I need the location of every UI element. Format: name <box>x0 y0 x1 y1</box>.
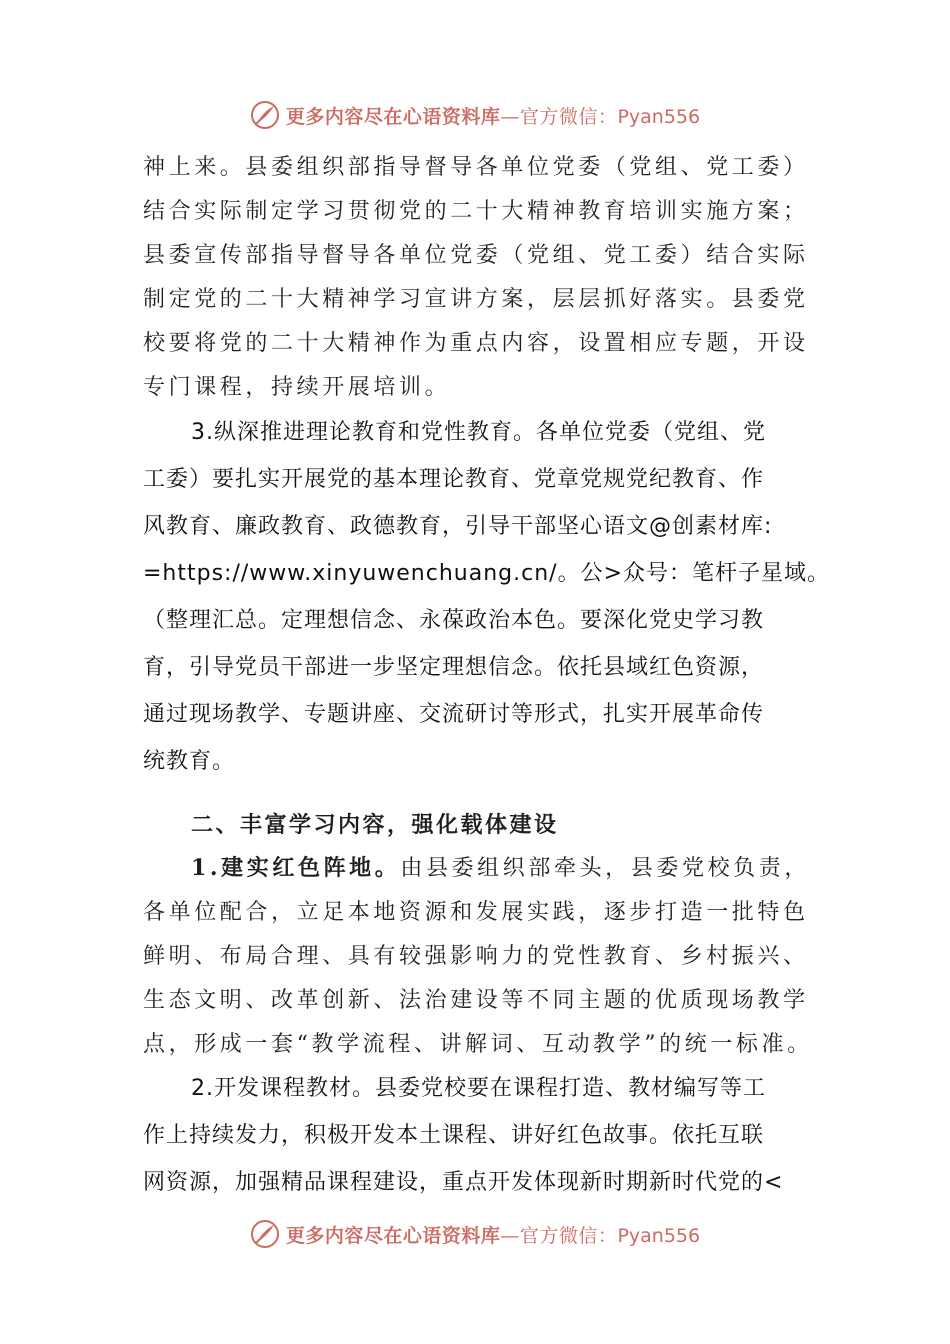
paragraph-line: =https://www.xinyuwenchuang.cn/。公>众号：笔杆子星域。 <box>143 561 831 586</box>
paragraph-line-rest: 由县委组织部牵头，县委党校负责， <box>400 856 810 881</box>
footer-watermark <box>0 1214 950 1254</box>
paragraph-line: 各单位配合，立足本地资源和发展实践，逐步打造一批特色 <box>143 900 809 925</box>
paragraph-line: 神上来。县委组织部指导督导各单位党委（党组、党工委） <box>143 155 809 180</box>
paragraph-line: 风教育、廉政教育、政德教育，引导干部坚心语文@创素材库: <box>143 514 773 539</box>
paragraph-line <box>191 851 823 882</box>
paragraph-line: 生态文明、改革创新、法治建设等不同主题的优质现场教学 <box>143 988 809 1013</box>
header-watermark-separator: — <box>500 105 520 128</box>
header-watermark <box>0 95 950 135</box>
footer-watermark-brand: 更多内容尽在心语资料库 <box>285 1224 501 1247</box>
paragraph-line: 专门课程，持续开展培训。 <box>143 375 451 400</box>
paragraph-line: 通过现场教学、专题讲座、交流研讨等形式，扎实开展革命传 <box>143 702 765 727</box>
header-watermark-label: 官方微信： <box>519 105 618 128</box>
feather-pen-logo-icon <box>250 100 280 130</box>
paragraph-line: 3.纵深推进理论教育和党性教育。各单位党委（党组、党 <box>191 420 766 445</box>
paragraph-line: 统教育。 <box>143 749 236 774</box>
footer-watermark-id: Pyan556 <box>617 1224 701 1247</box>
paragraph-line: 育，引导党员干部进一步坚定理想信念。依托县域红色资源， <box>143 655 765 680</box>
footer-watermark-separator: — <box>500 1224 520 1247</box>
paragraph-line: 县委宣传部指导督导各单位党委（党组、党工委）结合实际 <box>143 243 809 268</box>
paragraph-line: 点，形成一套“教学流程、讲解词、互动教学”的统一标准。 <box>143 1032 813 1057</box>
paragraph-line: 网资源，加强精品课程建设，重点开发体现新时期新时代党的< <box>143 1170 784 1195</box>
paragraph-line: 2.开发课程教材。县委党校要在课程打造、教材编写等工 <box>191 1076 766 1101</box>
paragraph-line: 结合实际制定学习贯彻党的二十大精神教育培训实施方案； <box>143 199 809 224</box>
feather-pen-logo-icon <box>250 1219 280 1249</box>
header-watermark-id: Pyan556 <box>617 105 701 128</box>
paragraph-lead: 1.建实红色阵地。 <box>191 855 401 881</box>
paragraph-line: 制定党的二十大精神学习宣讲方案，层层抓好落实。县委党 <box>143 287 809 312</box>
header-watermark-text <box>286 102 700 129</box>
footer-watermark-label: 官方微信： <box>519 1224 618 1247</box>
header-watermark-brand: 更多内容尽在心语资料库 <box>285 105 501 128</box>
paragraph-line: 工委）要扎实开展党的基本理论教育、党章党规党纪教育、作 <box>143 467 765 492</box>
paragraph-line: 作上持续发力，积极开发本土课程、讲好红色故事。依托互联 <box>143 1123 765 1148</box>
section-heading: 二、丰富学习内容，强化载体建设 <box>191 812 559 838</box>
paragraph-line: 校要将党的二十大精神作为重点内容，设置相应专题，开设 <box>143 331 809 356</box>
footer-watermark-text <box>286 1221 700 1248</box>
paragraph-line: （整理汇总。定理想信念、永葆政治本色。要深化党史学习教 <box>143 608 765 633</box>
paragraph-line: 鲜明、布局合理、具有较强影响力的党性教育、乡村振兴、 <box>143 944 809 969</box>
